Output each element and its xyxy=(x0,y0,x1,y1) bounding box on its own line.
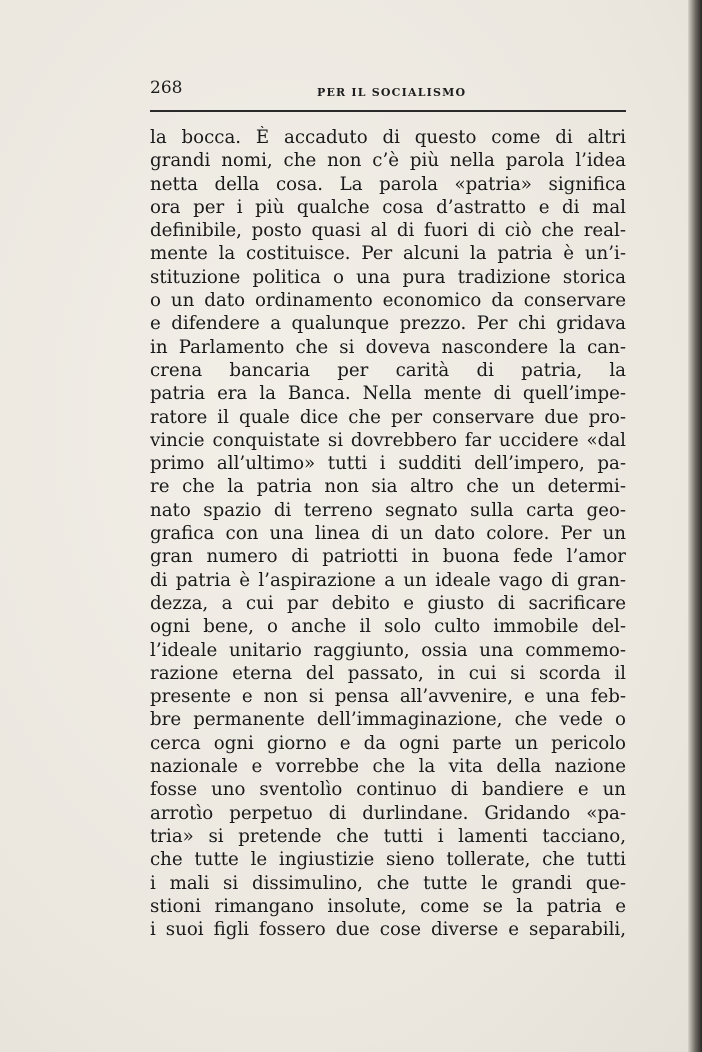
text-line: ora per i più qualche cosa d’astratto e di mal xyxy=(150,196,626,218)
text-line: l’ideale unitario raggiunto, ossia una commemo- xyxy=(150,639,626,661)
text-line: dezza, a cui par debito e giusto di sacrificare xyxy=(150,592,626,614)
text-line: in Parlamento che si doveva nascondere la can- xyxy=(150,336,626,358)
page-number: 268 xyxy=(150,78,183,98)
text-line: fosse uno sventolìo continuo di bandiere e un xyxy=(150,779,626,801)
text-line: presente e non si pensa all’avvenire, e una feb- xyxy=(150,686,626,708)
text-line: re che la patria non sia altro che un determi- xyxy=(150,476,626,498)
text-line: nato spazio di terreno segnato sulla carta geo- xyxy=(150,499,626,521)
text-line: la bocca. È accaduto di questo come di altri xyxy=(150,127,626,148)
text-line: razione eterna del passato, in cui si scorda il xyxy=(150,662,626,684)
text-line: patria era la Banca. Nella mente di quell’impe- xyxy=(150,383,626,405)
text-line: crena bancaria per carità di patria, la xyxy=(150,359,626,381)
text-line: tria» si pretende che tutti i lamenti tacciano, xyxy=(150,825,626,847)
text-line: netta della cosa. La parola «patria» significa xyxy=(150,173,626,195)
text-line: grandi nomi, che non c’è più nella parola l’idea xyxy=(150,150,626,172)
text-line: di patria è l’aspirazione a un ideale vago di gran- xyxy=(150,569,626,591)
running-head: PER IL SOCIALISMO xyxy=(317,86,467,99)
text-line: nazionale e vorrebbe che la vita della nazione xyxy=(150,756,626,778)
text-line: gran numero di patriotti in buona fede l’amor xyxy=(150,546,626,568)
text-line: primo all’ultimo» tutti i sudditi dell’impero, pa- xyxy=(150,453,626,475)
text-line: mente la costituisce. Per alcuni la patria è un’i- xyxy=(150,243,626,265)
text-line: e difendere a qualunque prezzo. Per chi gridava xyxy=(150,313,626,335)
text-line: i suoi figli fossero due cose diverse e separabili, xyxy=(150,919,626,941)
text-line: ogni bene, o anche il solo culto immobile del- xyxy=(150,616,626,638)
text-line: vincie conquistate si dovrebbero far uccidere «dal xyxy=(150,429,626,451)
text-line: bre permanente dell’immaginazione, che vede o xyxy=(150,709,626,731)
text-line: stituzione politica o una pura tradizione storica xyxy=(150,266,626,288)
body-text xyxy=(150,126,626,941)
text-line: cerca ogni giorno e da ogni parte un pericolo xyxy=(150,732,626,754)
text-line: arrotìo perpetuo di durlindane. Gridando «pa- xyxy=(150,802,626,824)
text-line: o un dato ordinamento economico da conservare xyxy=(150,290,626,312)
page-header xyxy=(150,78,625,104)
text-line: stioni rimangano insolute, come se la patria e xyxy=(150,895,626,917)
text-line: i mali si dissimulino, che tutte le grandi que- xyxy=(150,872,626,894)
text-line: grafica con una linea di un dato colore. Per un xyxy=(150,523,626,545)
text-line: che tutte le ingiustizie sieno tollerate, che tutti xyxy=(150,849,626,871)
text-line: definibile, posto quasi al di fuori di ciò che real- xyxy=(150,220,626,242)
header-rule xyxy=(150,110,626,112)
text-line: ratore il quale dice che per conservare due pro- xyxy=(150,406,626,428)
page-binding-edge xyxy=(688,0,702,1052)
